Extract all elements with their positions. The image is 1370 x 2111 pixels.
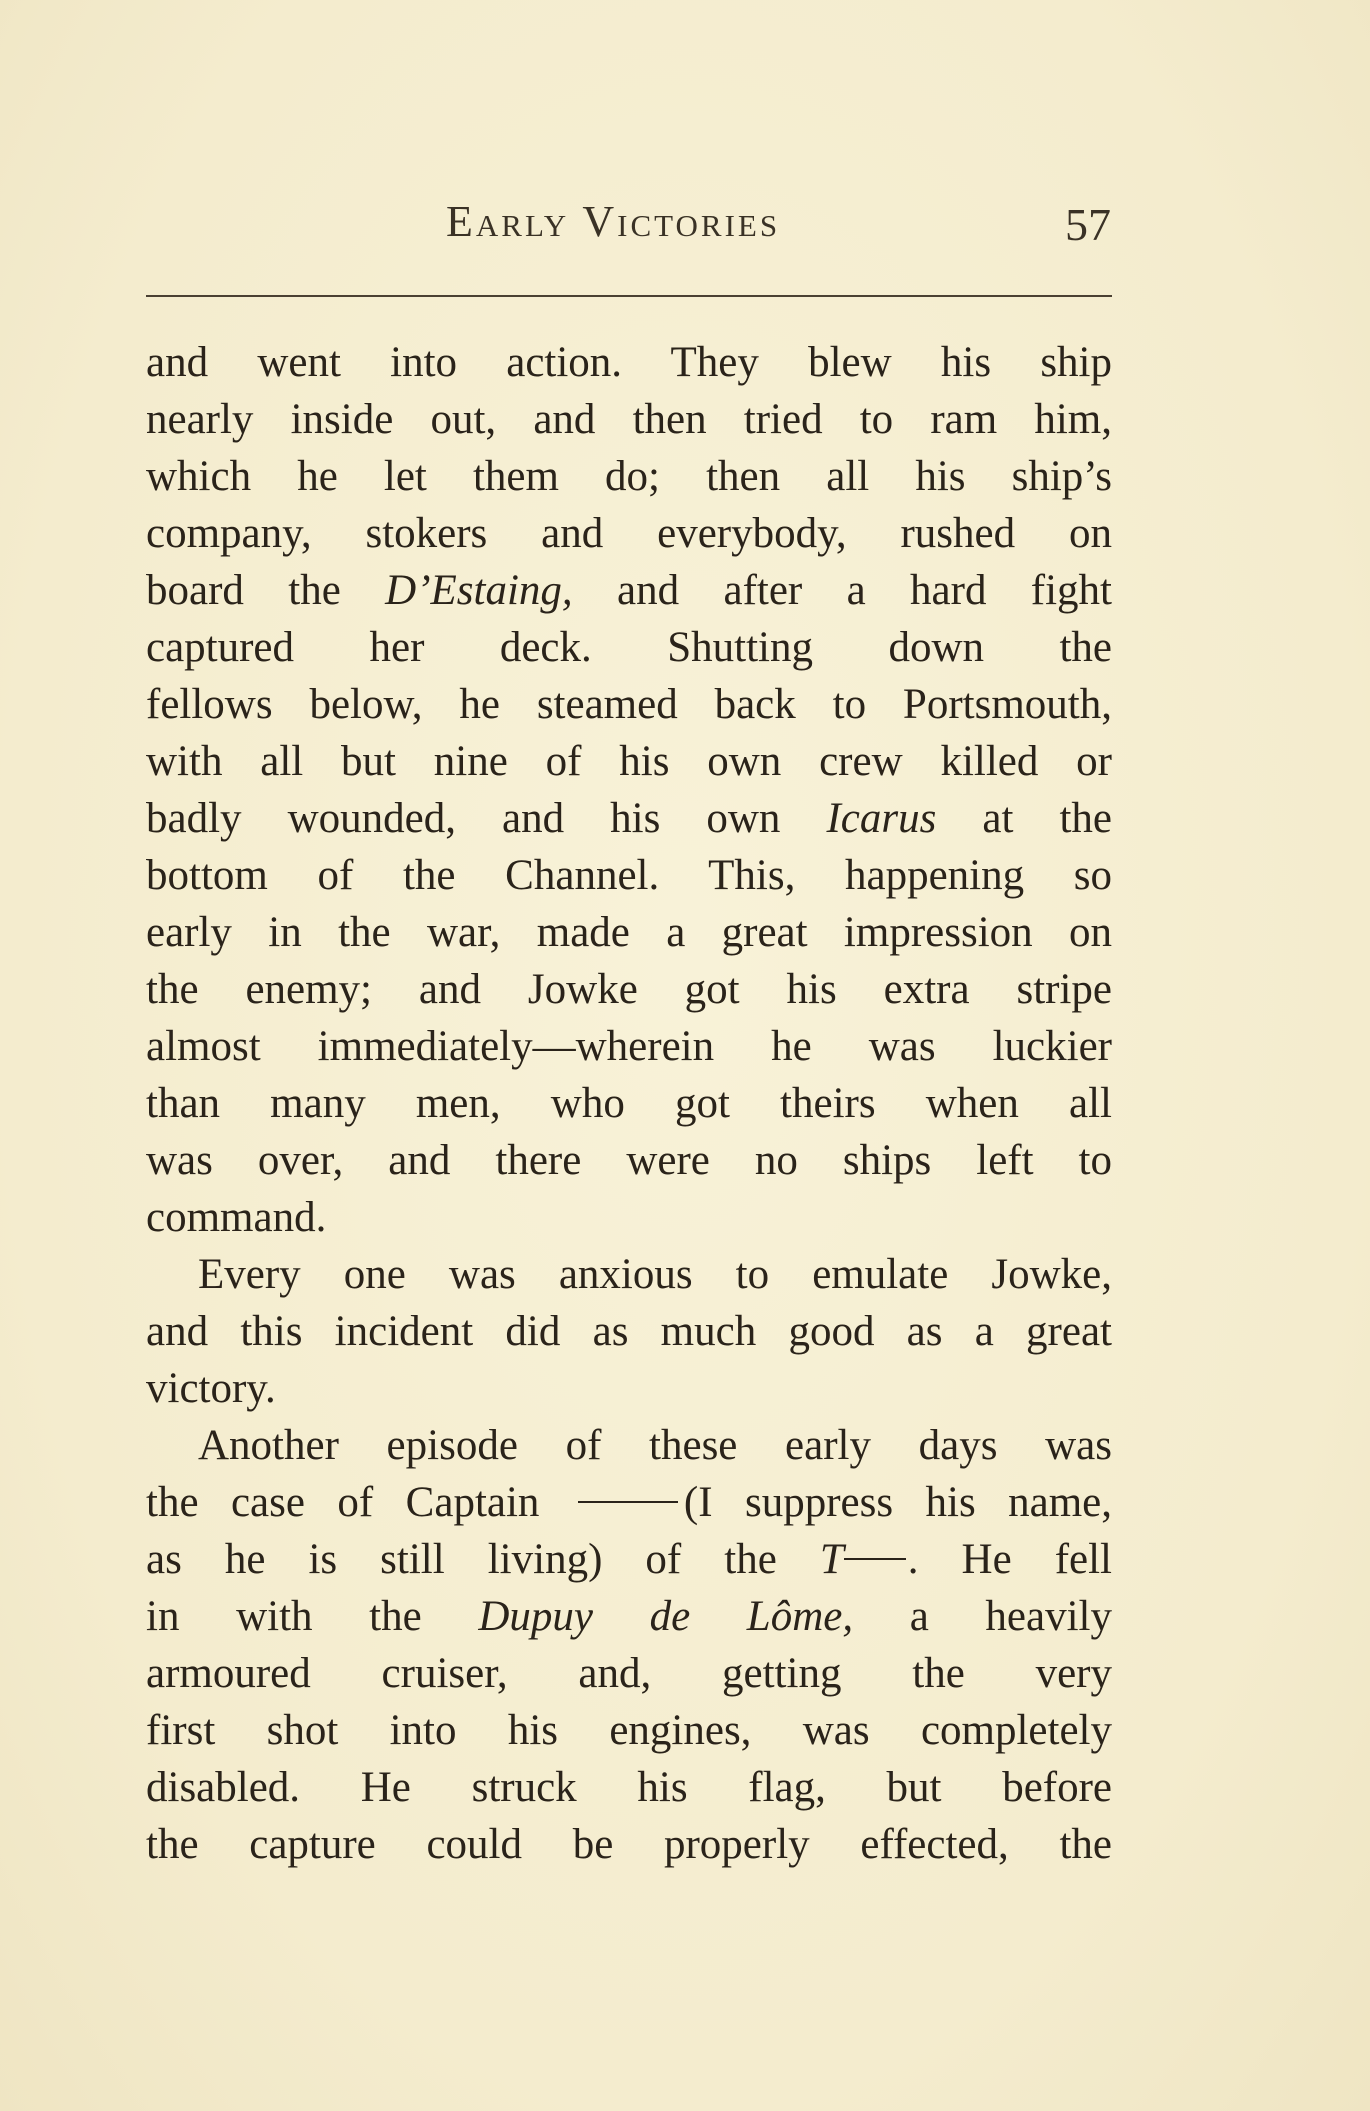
text-line: victory. [146,1365,276,1412]
text-line: almost immediately—wherein he was luckier [146,1023,1112,1070]
text-segment: badly wounded, and his own [146,795,827,842]
text-segment: . He fell [907,1536,1112,1583]
text-line: disabled. He struck his flag, but before [146,1764,1112,1811]
text-line: armoured cruiser, and, getting the very [146,1650,1112,1697]
text-line: first shot into his engines, was completely [146,1707,1112,1754]
text-line: command. [146,1194,327,1241]
text-line: Every one was anxious to emulate Jowke, [198,1251,1112,1298]
text-line: Another episode of these early days was [198,1422,1112,1469]
text-segment: in with the [146,1593,479,1640]
ship-name-icarus: Icarus [826,795,937,842]
text-segment: (I suppress his name, [683,1479,1113,1526]
text-line: nearly inside out, and then tried to ram him, [146,396,1112,443]
text-segment: a heavily [853,1593,1112,1640]
text-line: the enemy; and Jowke got his extra stripe [146,966,1112,1013]
text-line: with all but nine of his own crew killed or [146,738,1112,785]
text-line: and went into action. They blew his ship [146,339,1112,386]
text-segment: at the [936,795,1112,842]
ship-name-destaing: D’Estaing, [385,567,573,614]
text-line: than many men, who got theirs when all [146,1080,1112,1127]
header-rule [146,295,1112,297]
text-line [146,1531,1112,1588]
text-line: was over, and there were no ships left to [146,1137,1112,1184]
text-line: which he let them do; then all his ship’s [146,453,1112,500]
text-line: early in the war, made a great impression on [146,909,1112,956]
suppressed-ship-dash [844,1558,906,1560]
text-line [146,562,1112,619]
running-title: Early Victories [446,197,781,246]
text-segment: the case of Captain [146,1479,572,1526]
text-segment: as he is still living) of the [146,1536,820,1583]
ship-initial: T [819,1536,844,1583]
text-line [146,790,1112,847]
text-line: and this incident did as much good as a great [146,1308,1112,1355]
text-line [146,1588,1112,1645]
text-line: fellows below, he steamed back to Portsmouth, [146,681,1112,728]
text-line [146,1474,1112,1531]
text-segment: and after a hard fight [572,567,1113,614]
text-line: company, stokers and everybody, rushed on [146,510,1112,557]
running-head [146,196,1111,256]
ship-name-dupuy-de-lome: Dupuy de Lôme, [478,1593,854,1640]
suppressed-name-dash [578,1501,678,1503]
text-segment: board the [146,567,386,614]
page-number: 57 [1065,199,1111,250]
text-line: captured her deck. Shutting down the [146,624,1112,671]
text-line: the capture could be properly effected, the [146,1821,1112,1868]
text-line: bottom of the Channel. This, happening so [146,852,1112,899]
body-text [146,334,1112,1873]
